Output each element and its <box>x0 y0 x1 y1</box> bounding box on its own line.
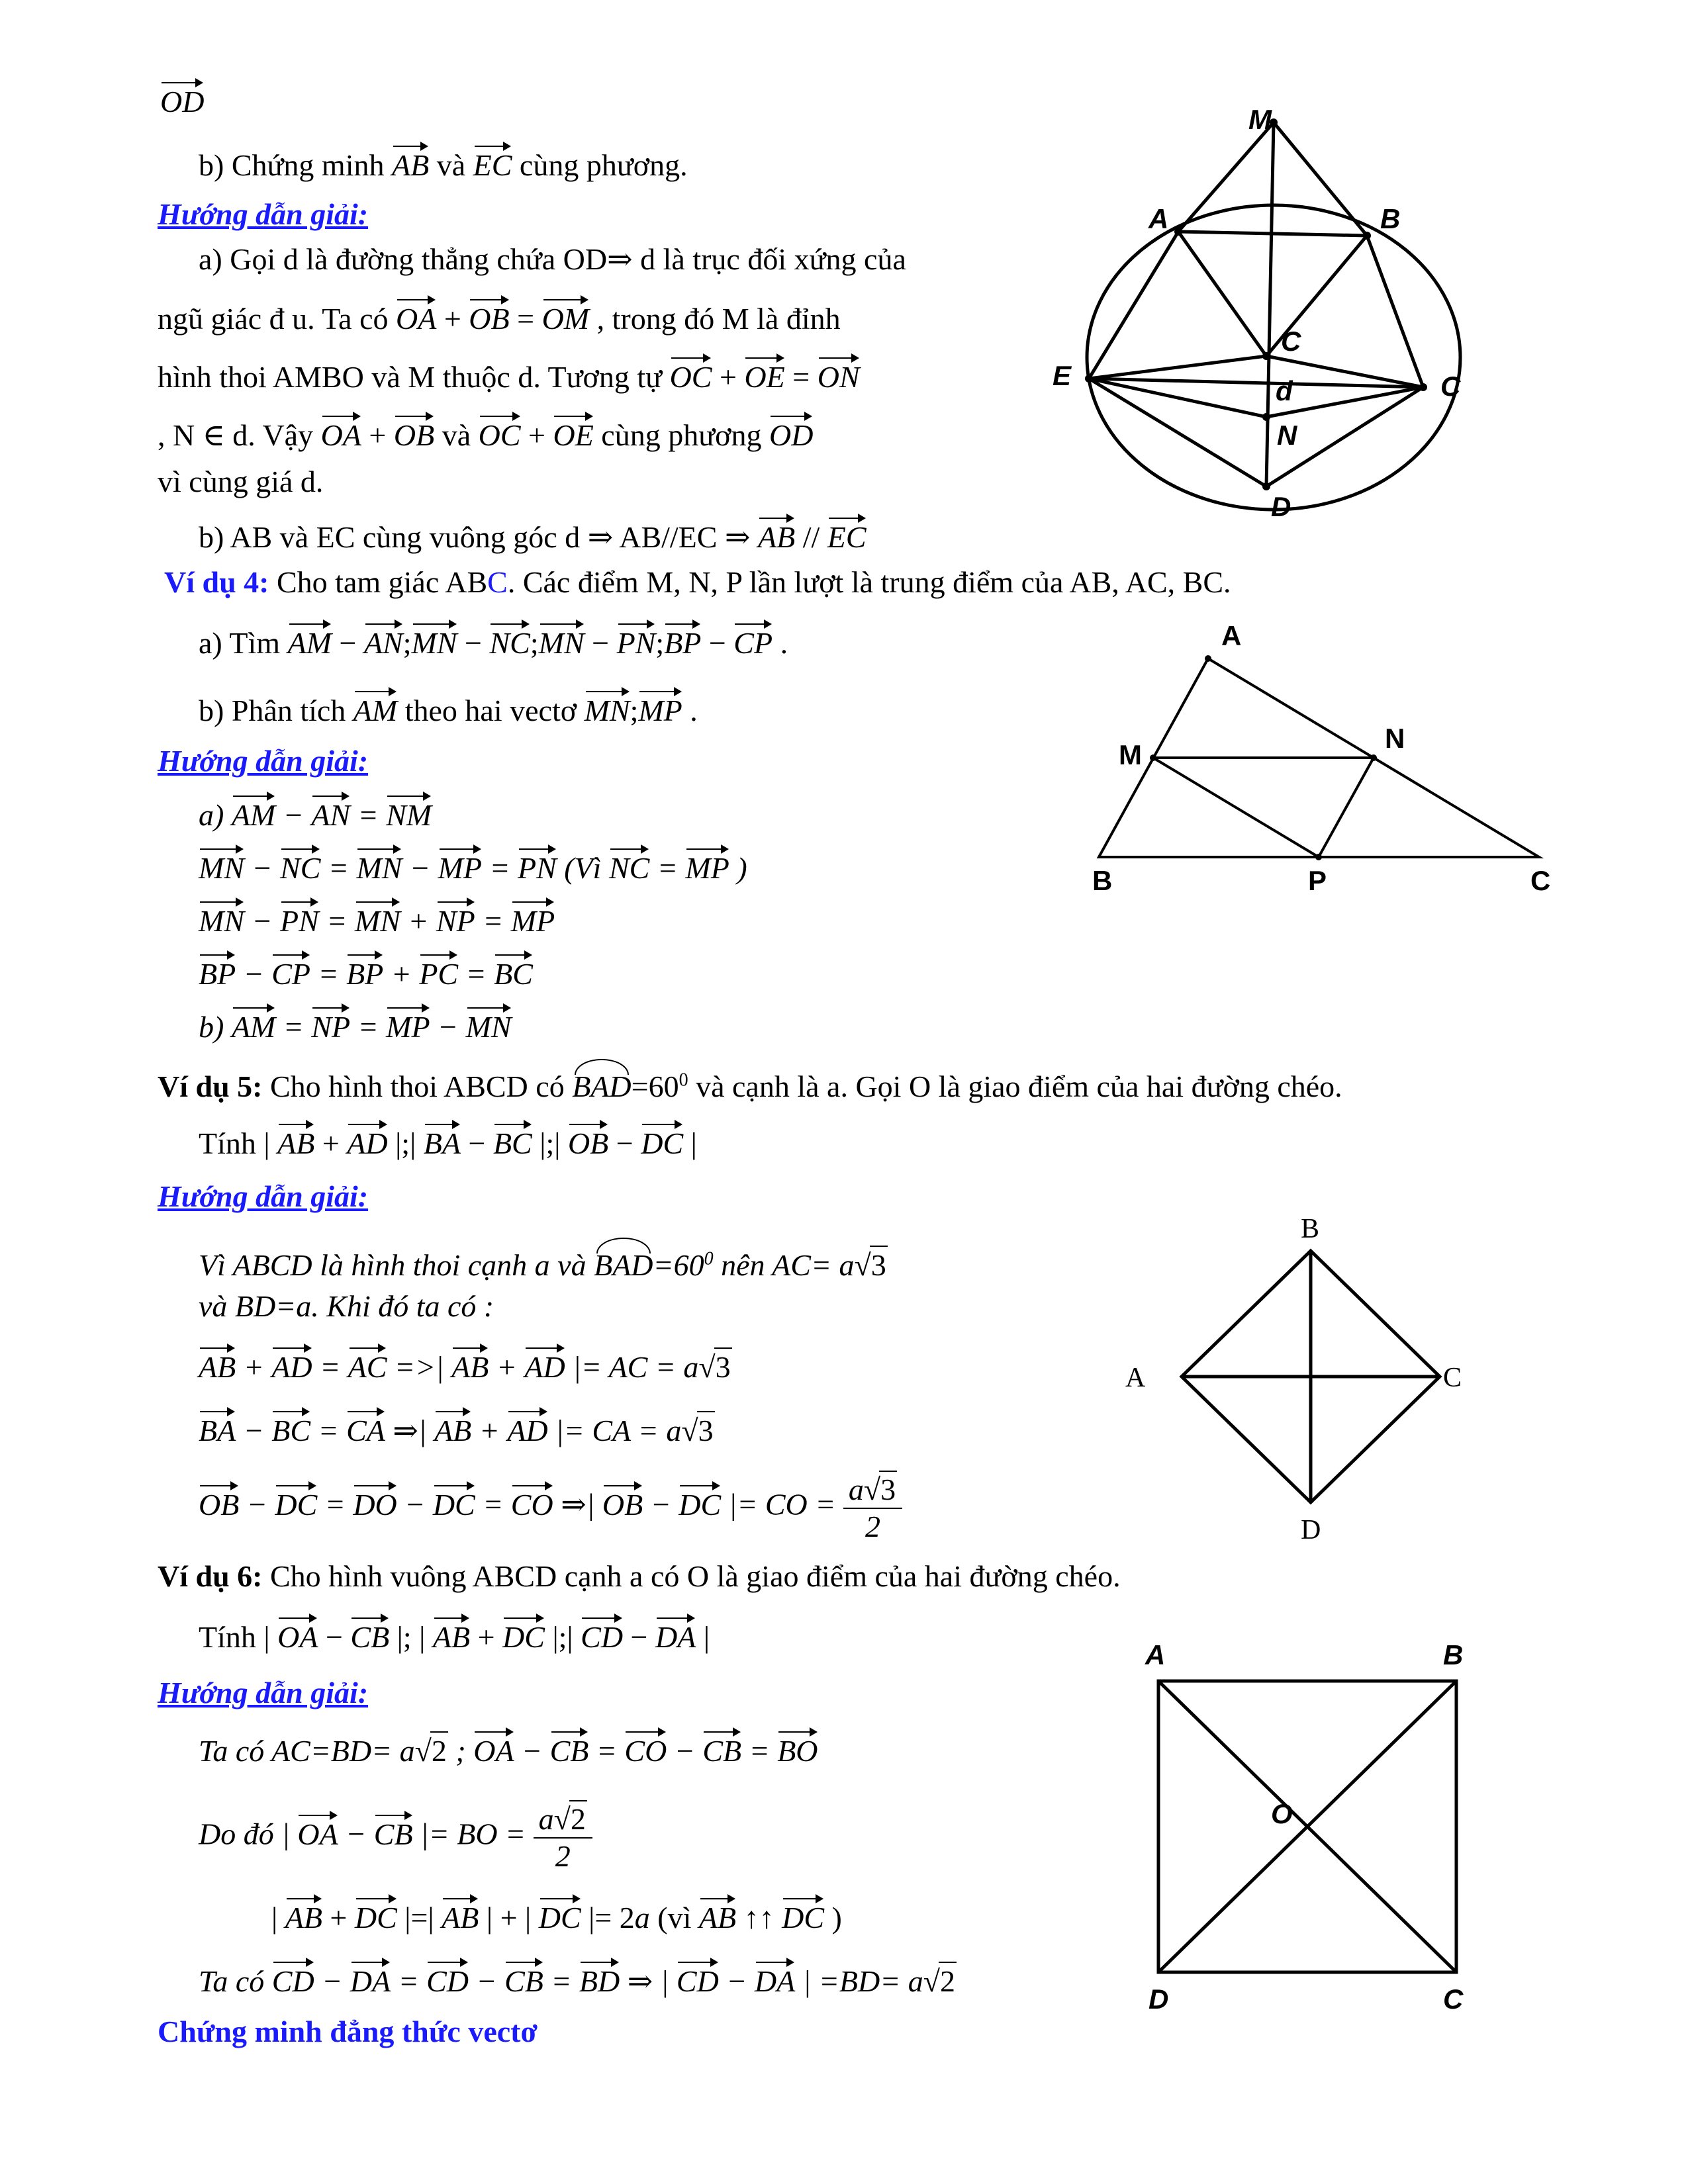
ex6-sol-3: | AB + DC |=| AB | + | DC |= 2a (vì AB ↑↑ DC ) <box>271 1894 842 1936</box>
ex3-a-line3: hình thoi AMBO và M thuộc d. Tương tự OC + OE = ON <box>158 353 860 396</box>
square-figure <box>1125 1621 1496 2015</box>
label-c: C <box>1443 1363 1462 1393</box>
ex4-sol-5: b) AM = NP = MP − MN <box>199 1003 512 1046</box>
ex6-sol-4: Ta có CD − DA = CD − CB = BD ⇒ | CD − DA | =BD= a√2 <box>199 1958 957 2000</box>
label-m: M <box>1119 739 1142 770</box>
ex5-sol-4: BA − BC = CA ⇒| AB + AD |= CA = a√3 <box>199 1407 715 1449</box>
pentagon <box>1089 232 1423 486</box>
label-d: D <box>1271 491 1291 522</box>
label-d: D <box>1149 1983 1169 2015</box>
ex6-sol-2: Do đó | OA − CB |= BO = $\frac{a√2}{2}$ <box>199 1800 592 1874</box>
ex4-sol-1: a) AM − AN = NM <box>199 792 432 834</box>
ex3-part-b: b) Chứng minh AB và EC cùng phương. <box>199 142 688 184</box>
label-a: A <box>1221 620 1242 651</box>
ex5-sol-1: Vì ABCD là hình thoi cạnh a và $BAD=60^0$ nên AC= a√3 <box>199 1238 888 1284</box>
label-b: B <box>1443 1639 1464 1670</box>
ex5-sol-3: AB + AD = AC =>| AB + AD |= AC = a√3 <box>199 1343 732 1386</box>
triangle-figure <box>1086 622 1562 900</box>
ex5-guide-heading: Hướng dẫn giải: <box>158 1179 369 1213</box>
ex4-part-b: b) Phân tích AM theo hai vectơ MN;MP . <box>199 687 698 729</box>
label-c2: C <box>1440 371 1461 402</box>
ex6-tinh: Tính | OA − CB |; | AB + DC |;| CD − DA | <box>199 1614 710 1656</box>
label-d: D <box>1301 1515 1321 1545</box>
ex6-guide-heading: Hướng dẫn giải: <box>158 1676 369 1709</box>
ex5-tinh: Tính | AB + AD |;| BA − BC |;| OB − DC | <box>199 1120 697 1162</box>
ex4-sol-2: MN − NC = MN − MP = PN (Vì NC = MP ) <box>199 844 747 887</box>
ex4-part-a: a) Tìm AM − AN;MN − NC;MN − PN;BP − CP . <box>199 619 788 662</box>
label-b: B <box>1092 865 1113 896</box>
label-c: C <box>1443 1983 1464 2015</box>
ex6-sol-1: Ta có AC=BD= a√2 ; OA − CB = CO − CB = BO <box>199 1727 818 1770</box>
ex3-a-line2: ngũ giác đ u. Ta có OA + OB = OM , trong đó M là đỉnh <box>158 295 841 338</box>
ex3-b-line: b) AB và EC cùng vuông góc d ⇒ AB//EC ⇒ AB // EC <box>199 514 867 556</box>
pentagon-figure <box>1053 99 1529 523</box>
ex4-sol-4: BP − CP = BP + PC = BC <box>199 950 533 993</box>
label-c: C <box>1530 865 1551 896</box>
ex6-statement: Ví dụ 6: Cho hình vuông ABCD cạnh a có O là giao điểm của hai đường chéo. <box>158 1559 1121 1593</box>
label-e: E <box>1053 360 1072 391</box>
ex4-sol-3: MN − PN = MN + NP = MP <box>199 897 555 940</box>
label-c: C <box>1281 326 1301 357</box>
rhombus-figure <box>1112 1205 1483 1549</box>
label-a: A <box>1149 203 1169 234</box>
label-a: A <box>1125 1363 1146 1393</box>
ex5-sol-2: và BD=a. Khi đó ta có : <box>199 1289 494 1323</box>
label-o: O <box>1271 1798 1293 1829</box>
ex3-a-line4: , N ∈ d. Vậy OA + OB và OC + OE cùng phương OD <box>158 412 813 454</box>
ex5-statement: Ví dụ 5: Cho hình thoi ABCD có $BAD=60^0$ và cạnh là a. Gọi O là giao điểm của hai đường chéo. <box>158 1059 1342 1105</box>
ex3-a-line1: a) Gọi d là đường thẳng chứa OD⇒ d là trục đối xứng của <box>199 242 906 276</box>
label-n: N <box>1385 723 1405 754</box>
ex3-a-line5: vì cùng giá d. <box>158 465 324 498</box>
vector-od: OD <box>160 78 204 120</box>
ex4-guide-heading: Hướng dẫn giải: <box>158 744 369 778</box>
ex5-sol-5: OB − DC = DO − DC = CO ⇒| OB − DC |= CO = $\frac{a√3}{2}$ <box>199 1471 902 1545</box>
label-b: B <box>1380 203 1401 234</box>
label-a: A <box>1145 1639 1166 1670</box>
label-d-line: d <box>1276 375 1293 406</box>
ex4-statement: Ví dụ 4: Cho tam giác ABC. Các điểm M, N, P lần lượt là trung điểm của AB, AC, BC. <box>164 565 1231 599</box>
ex3-guide-heading: Hướng dẫn giải: <box>158 197 369 231</box>
label-b: B <box>1301 1214 1320 1244</box>
section-heading-vector-identity: Chứng minh đẳng thức vectơ <box>158 2015 538 2048</box>
label-n: N <box>1277 420 1297 451</box>
label-p: P <box>1308 865 1327 896</box>
label-m: M <box>1248 104 1272 135</box>
